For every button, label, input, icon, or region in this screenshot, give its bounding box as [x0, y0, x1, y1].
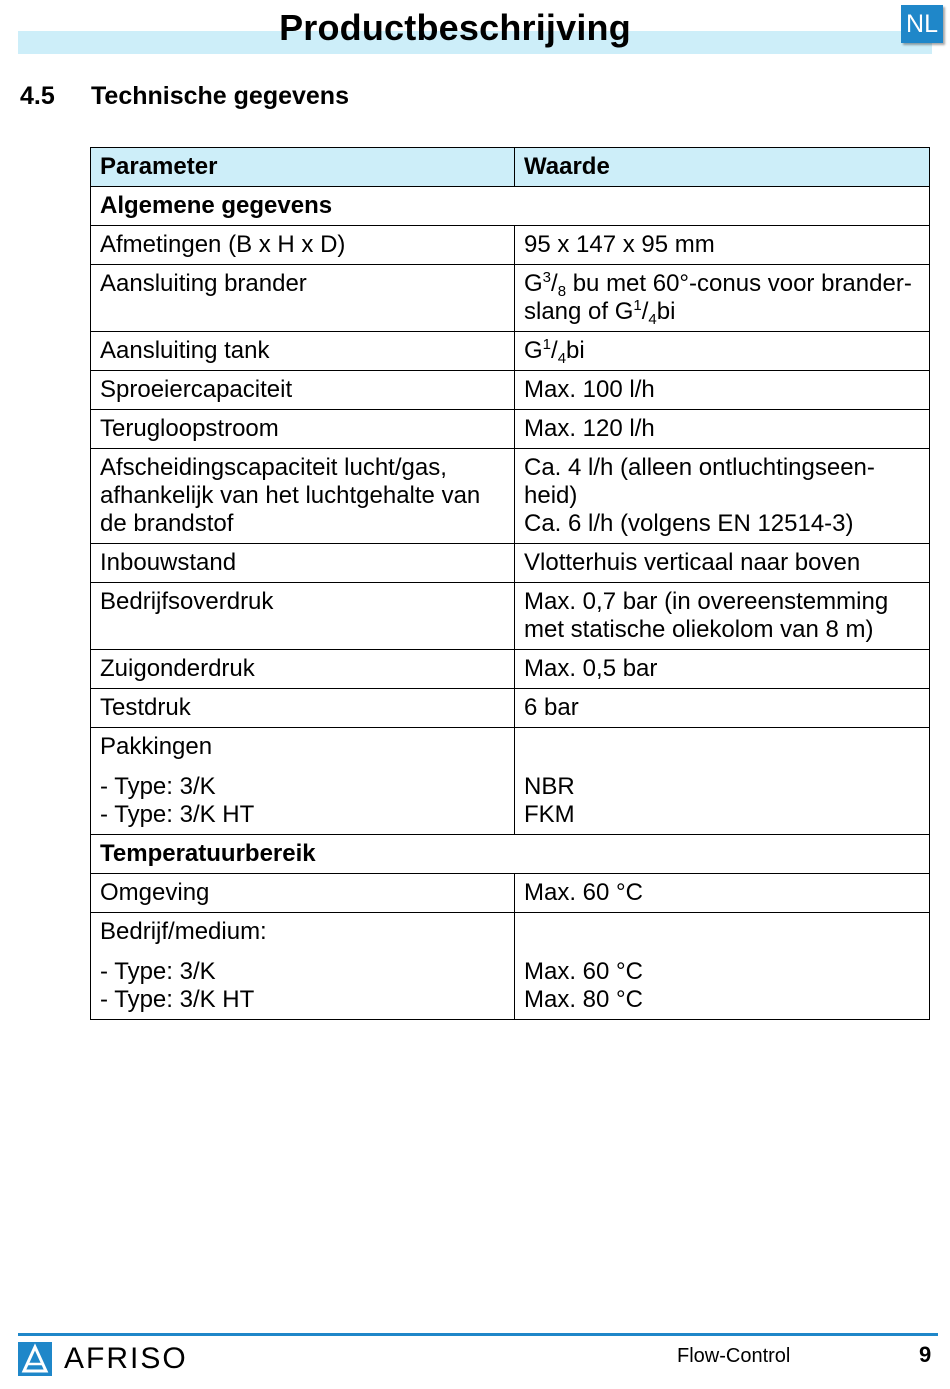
- group-row-general: [91, 187, 930, 226]
- value-cell: Max. 100 l/h: [515, 371, 930, 410]
- fraction-numerator: 1: [633, 297, 642, 314]
- table-row: [91, 728, 930, 835]
- value-text: bi: [656, 298, 676, 325]
- column-header-value: Waarde: [515, 148, 930, 187]
- type-line: - Type: 3/K HT: [100, 986, 255, 1013]
- param-cell: [91, 728, 515, 835]
- table-row: [91, 371, 930, 410]
- param-line: de brandstof: [100, 510, 234, 537]
- fraction-slash: /: [551, 270, 558, 297]
- section-number: 4.5: [20, 82, 55, 110]
- afriso-logo-text: AFRISO: [64, 1342, 188, 1375]
- param-cell: Sproeiercapaciteit: [91, 371, 515, 410]
- table-row: [91, 410, 930, 449]
- param-cell: [91, 449, 515, 544]
- type-line: - Type: 3/K: [100, 773, 216, 800]
- table-row: [91, 913, 930, 1020]
- table-row: [91, 226, 930, 265]
- afriso-triangle-logo-icon: [18, 1342, 52, 1376]
- table-row: [91, 874, 930, 913]
- group-label-general: Algemene gegevens: [91, 187, 930, 226]
- value-cell: Max. 120 l/h: [515, 410, 930, 449]
- table-row: [91, 650, 930, 689]
- param-cell: Aansluiting tank: [91, 332, 515, 371]
- table-row: [91, 449, 930, 544]
- type-line: - Type: 3/K: [100, 958, 216, 985]
- param-line: Afscheidingscapaciteit lucht/gas,: [100, 454, 447, 481]
- value-cell: 6 bar: [515, 689, 930, 728]
- fraction-slash: /: [641, 298, 649, 325]
- type-line: - Type: 3/K HT: [100, 801, 255, 828]
- param-line: Bedrijf/medium:: [100, 918, 267, 945]
- param-cell: Testdruk: [91, 689, 515, 728]
- value-line: Ca. 4 l/h (alleen ontluchtingseen-: [524, 454, 875, 481]
- param-line: afhankelijk van het luchtgehalte van: [100, 482, 481, 509]
- footer-line: [18, 1333, 938, 1336]
- param-cell: Omgeving: [91, 874, 515, 913]
- value-text: bi: [566, 337, 585, 364]
- value-line: NBR: [524, 773, 575, 800]
- value-cell: Vlotterhuis verticaal naar boven: [515, 544, 930, 583]
- value-line: FKM: [524, 801, 575, 828]
- product-name: Flow-Control: [677, 1345, 791, 1367]
- column-header-parameter: Parameter: [91, 148, 515, 187]
- param-cell: Terugloopstroom: [91, 410, 515, 449]
- value-cell: [515, 583, 930, 650]
- value-line: Ca. 6 l/h (volgens EN 12514-3): [524, 510, 854, 537]
- fraction-slash: /: [551, 337, 558, 364]
- value-text: slang of G: [524, 298, 634, 325]
- table-row: [91, 332, 930, 371]
- fraction-denominator: 8: [557, 283, 567, 300]
- value-cell: Max. 0,5 bar: [515, 650, 930, 689]
- param-cell: Inbouwstand: [91, 544, 515, 583]
- language-badge: NL: [901, 5, 943, 43]
- fraction-denominator: 4: [557, 350, 567, 367]
- table-row: [91, 544, 930, 583]
- value-cell: [515, 449, 930, 544]
- value-cell: [515, 728, 930, 835]
- table-row: [91, 583, 930, 650]
- param-cell: Afmetingen (B x H x D): [91, 226, 515, 265]
- value-cell: Max. 60 °C: [515, 874, 930, 913]
- section-title: Technische gegevens: [91, 82, 349, 110]
- page-title: Productbeschrijving: [279, 7, 631, 48]
- value-cell: [515, 332, 930, 371]
- table-row: [91, 265, 930, 332]
- table-header-row: [91, 148, 930, 187]
- fraction-numerator: 1: [542, 336, 552, 353]
- value-line: heid): [524, 482, 578, 509]
- value-cell: [515, 913, 930, 1020]
- table-row: [91, 689, 930, 728]
- group-row-temperature: [91, 835, 930, 874]
- value-text: bu met 60°-conus voor brander-: [566, 270, 912, 297]
- value-line: Max. 60 °C: [524, 958, 643, 985]
- value-cell: 95 x 147 x 95 mm: [515, 226, 930, 265]
- fraction-denominator: 4: [648, 311, 657, 328]
- value-cell: [515, 265, 930, 332]
- param-cell: Zuigonderdruk: [91, 650, 515, 689]
- value-line: Max. 0,7 bar (in overeenstemming: [524, 588, 889, 615]
- param-cell: [91, 913, 515, 1020]
- technical-data-table: [90, 147, 930, 1020]
- value-line: Max. 80 °C: [524, 986, 643, 1013]
- param-cell: Bedrijfsoverdruk: [91, 583, 515, 650]
- value-line: met statische oliekolom van 8 m): [524, 616, 874, 643]
- page-number: 9: [919, 1342, 932, 1367]
- value-text: G: [524, 270, 543, 297]
- param-cell: Aansluiting brander: [91, 265, 515, 332]
- fraction-numerator: 3: [542, 269, 552, 286]
- param-line: Pakkingen: [100, 733, 213, 760]
- value-text: G: [524, 337, 543, 364]
- group-label-temperature: Temperatuurbereik: [91, 835, 930, 874]
